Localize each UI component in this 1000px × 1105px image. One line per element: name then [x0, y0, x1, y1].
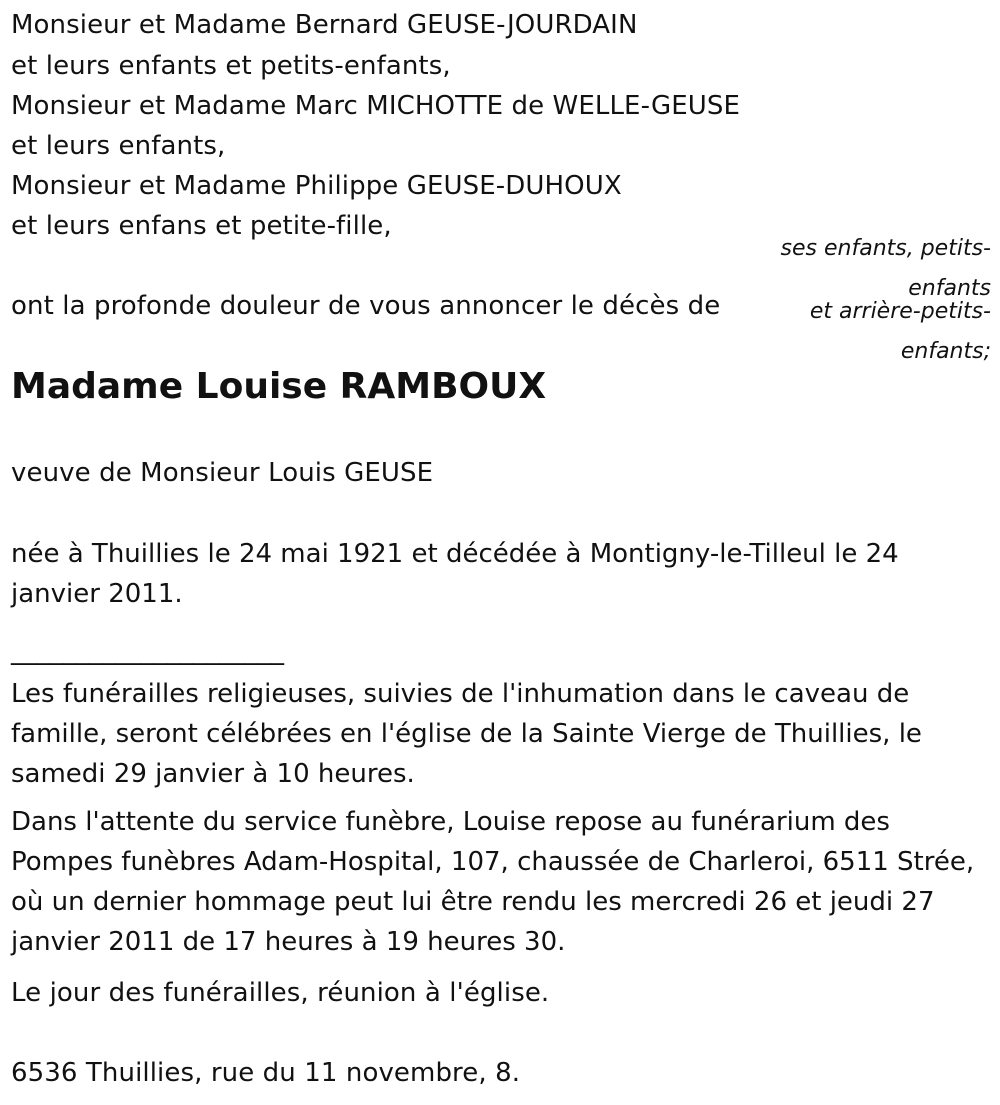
family-line-6: et leurs enfans et petite-fille, — [11, 211, 392, 241]
visitation-paragraph: Dans l'attente du service funèbre, Louise repose au funérarium des Pompes funèbres Adam-Hospital, 107, chaussée de Charleroi, 6511 Strée, où un dernier hommage peut lui être rendu les mercredi 26 et jeudi 27 janvier 2011 de 17 heures à 19 heures 30. — [11, 807, 975, 957]
family-line-3: Monsieur et Madame Marc MICHOTTE de WELLE-GEUSE — [11, 91, 741, 121]
family-line-1: Monsieur et Madame Bernard GEUSE-JOURDAIN — [11, 10, 638, 40]
meeting-text: Le jour des funérailles, réunion à l'église. — [11, 978, 550, 1008]
section-divider: _____________________ — [11, 636, 284, 666]
relation-line-1: ses enfants, petits- — [780, 236, 991, 261]
relation-line-3: et arrière-petits- — [809, 299, 991, 324]
relation-line-4: enfants; — [900, 339, 991, 364]
address-text: 6536 Thuillies, rue du 11 novembre, 8. — [11, 1058, 521, 1088]
family-line-5: Monsieur et Madame Philippe GEUSE-DUHOUX — [11, 171, 622, 201]
funeral-paragraph: Les funérailles religieuses, suivies de l'inhumation dans le caveau de famille, seront célébrées en l'église de la Sainte Vierge de Thuillies, le samedi 29 janvier à 10 heures. — [11, 679, 922, 789]
announcement-text: ont la profonde douleur de vous annoncer le décès de — [11, 291, 721, 321]
birth-death-text: née à Thuillies le 24 mai 1921 et décédée à Montigny-le-Tilleul le 24 janvier 2011. — [11, 539, 899, 609]
widow-of-text: veuve de Monsieur Louis GEUSE — [11, 458, 434, 488]
deceased-name: Madame Louise RAMBOUX — [11, 366, 547, 407]
family-line-2: et leurs enfants et petits-enfants, — [11, 51, 451, 81]
family-line-4: et leurs enfants, — [11, 131, 226, 161]
relation-line-2: enfants — [908, 276, 991, 301]
